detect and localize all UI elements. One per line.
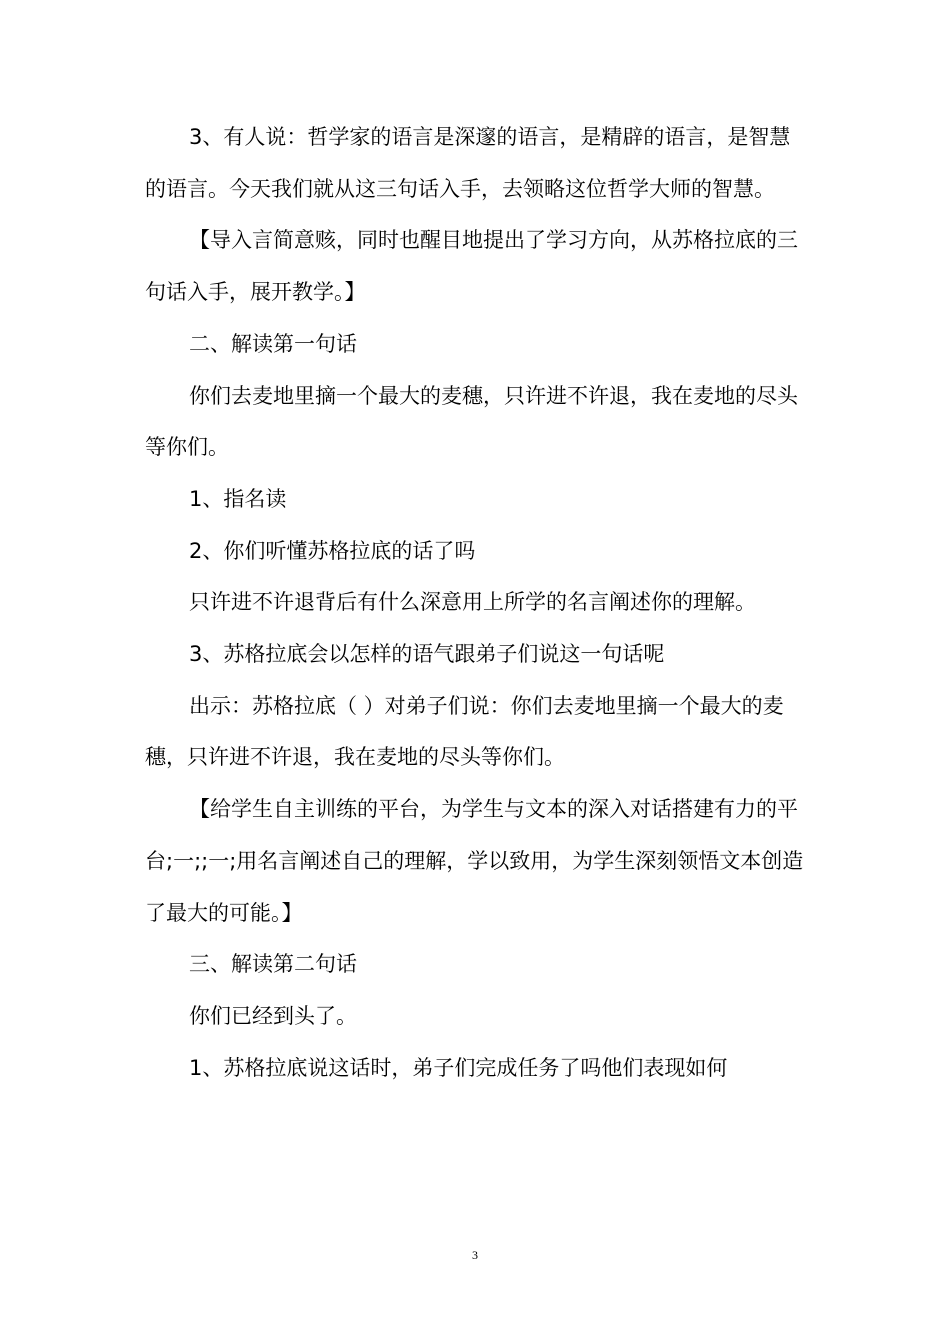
- paragraph-deeper-meaning: 只许进不许退背后有什么深意用上所学的名言阐述你的理解。: [189, 590, 756, 615]
- paragraph-show-exercise: 出示：苏格拉底（ ）对弟子们说：你们去麦地里摘一个最大的麦穗，只许进不许退，我在麦地的尽头等你们。: [145, 693, 784, 770]
- step-read-aloud: 1、指名读: [189, 486, 287, 511]
- document-body: [145, 112, 810, 1094]
- section-heading-second-sentence: 三、解读第二句话: [189, 952, 357, 977]
- page-number: 3: [472, 1248, 478, 1262]
- quote-second-sentence: 你们已经到头了。: [189, 1003, 357, 1028]
- section-heading-first-sentence: 二、解读第一句话: [189, 331, 357, 356]
- step-understand: 2、你们听懂苏格拉底的话了吗: [189, 538, 476, 563]
- step-tone: 3、苏格拉底会以怎样的语气跟弟子们说这一句话呢: [189, 642, 665, 667]
- step-task-complete: 1、苏格拉底说这话时，弟子们完成任务了吗他们表现如何: [189, 1055, 728, 1080]
- paragraph-training-comment: 【给学生自主训练的平台，为学生与文本的深入对话搭建有力的平台;一;;一;用名言阐述自己的理解，学以致用，为学生深刻领悟文本创造了最大的可能。】: [145, 797, 804, 925]
- paragraph-philosopher-language: 3、有人说：哲学家的语言是深邃的语言，是精辟的语言，是智慧的语言。今天我们就从这三句话入手，去领略这位哲学大师的智慧。: [145, 125, 791, 201]
- quote-first-sentence: 你们去麦地里摘一个最大的麦穗，只许进不许退，我在麦地的尽头等你们。: [145, 383, 798, 460]
- paragraph-intro-comment: 【导入言简意赅，同时也醒目地提出了学习方向，从苏格拉底的三句话入手，展开教学。】: [145, 228, 798, 305]
